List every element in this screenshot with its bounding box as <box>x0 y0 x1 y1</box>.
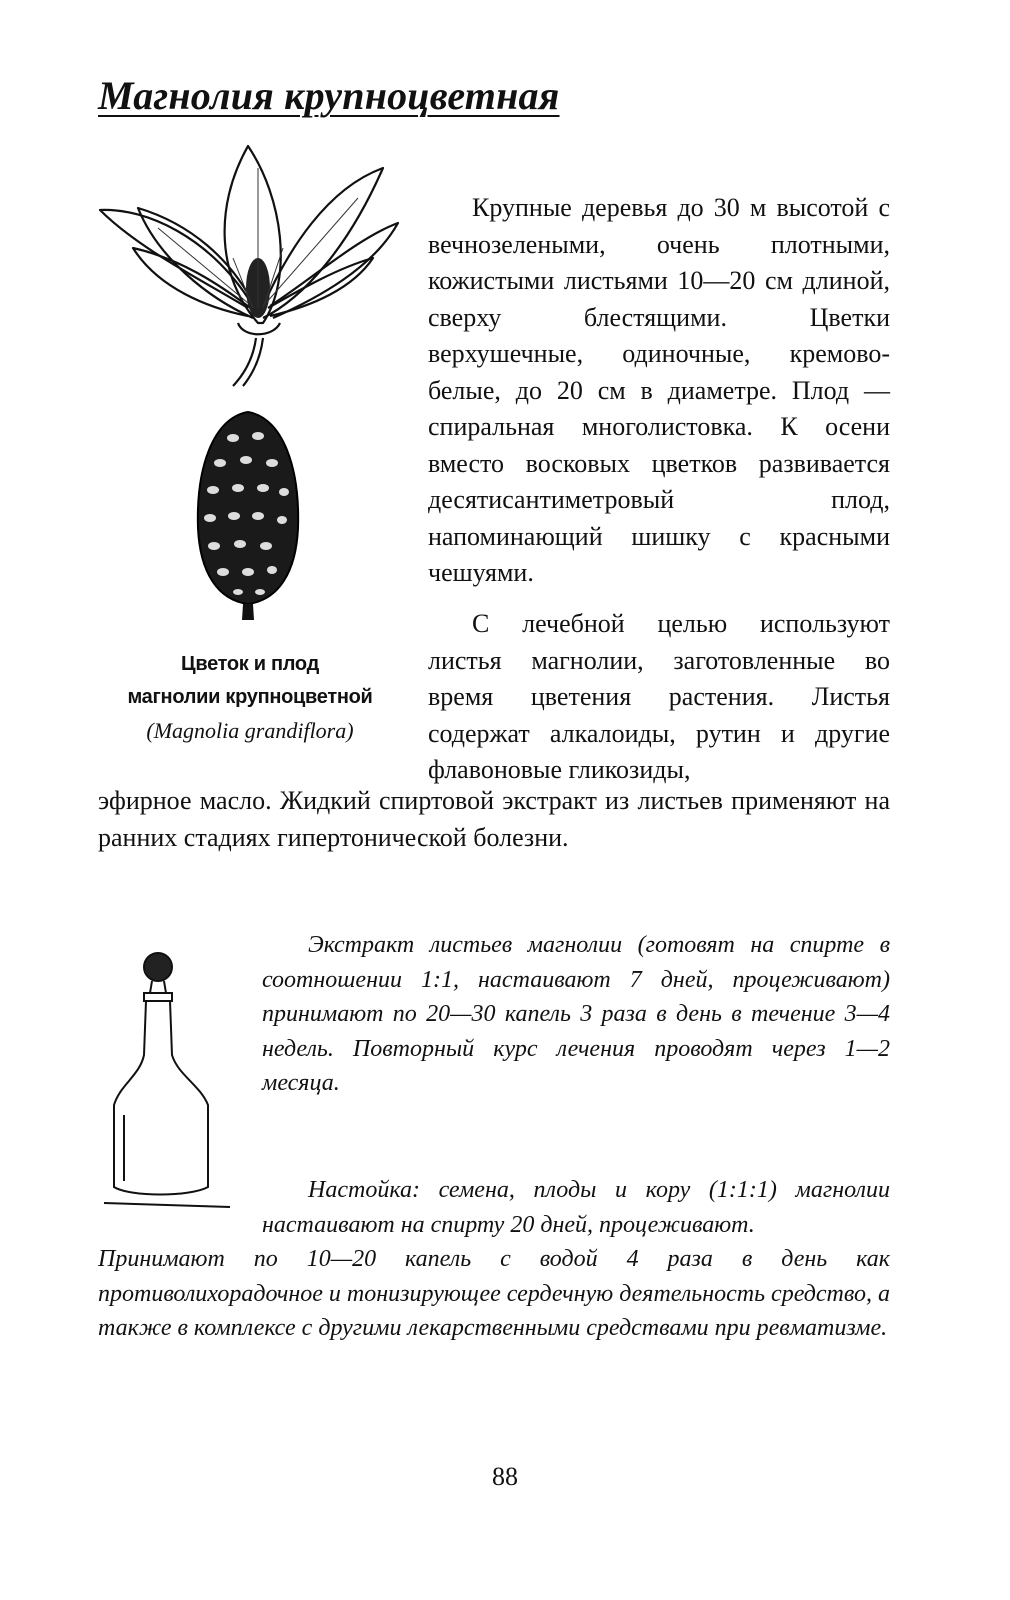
recipe-extract: Экстракт листьев магнолии (готовят на спирте в соотношении 1:1, настаивают 7 дней, процеживают) принимают по 20—30 капель 3 раза в день в течение 3—4 недель. Повторный курс лечения проводят через 1—2 месяца. <box>262 932 890 1096</box>
page-number: 88 <box>492 1462 518 1491</box>
magnolia-cone-icon <box>188 408 308 623</box>
caption-line-2: магнолии крупноцветной <box>127 686 373 708</box>
magnolia-flower-icon <box>98 138 408 388</box>
description-paragraph: Крупные деревья до 30 м высотой с вечнозелеными, очень плотными, кожистыми листьями 10—20 см длиной, сверху блестящими. Цветки верхушечные, одиночные, кремово-белые, до 20 см в диаметре. Плод — спиральная многолистовка. К осени вместо восковых цветков развивается десятисантиметровый плод, напоминающий шишку с красными чешуями. <box>428 193 890 587</box>
bottle-icon <box>100 945 240 1215</box>
figure-caption <box>100 648 400 747</box>
usage-paragraph-continued: эфирное масло. Жидкий спиртовой экстракт из листьев применяют на ранних стадиях гипертонической болезни. <box>98 786 890 852</box>
caption-line-1: Цветок и плод <box>181 653 319 675</box>
recipe-tincture: Настойка: семена, плоды и кору (1:1:1) магнолии настаивают на спирту 20 дней, процеживают. <box>262 1177 890 1238</box>
page-title: Магнолия крупноцветная <box>98 73 560 118</box>
caption-latin-name: (Magnolia grandiflora) <box>146 718 354 743</box>
usage-paragraph: С лечебной целью используют листья магнолии, заготовленные во время цветения растения. Листья содержат алкалоиды, рутин и другие флавоновые гликозиды, <box>428 609 890 784</box>
recipe-tincture-continued: Принимают по 10—20 капель с водой 4 раза в день как противолихорадочное и тонизирующее сердечную деятельность средство, а также в комплексе с другими лекарственными средствами при ревматизме. <box>98 1246 890 1341</box>
